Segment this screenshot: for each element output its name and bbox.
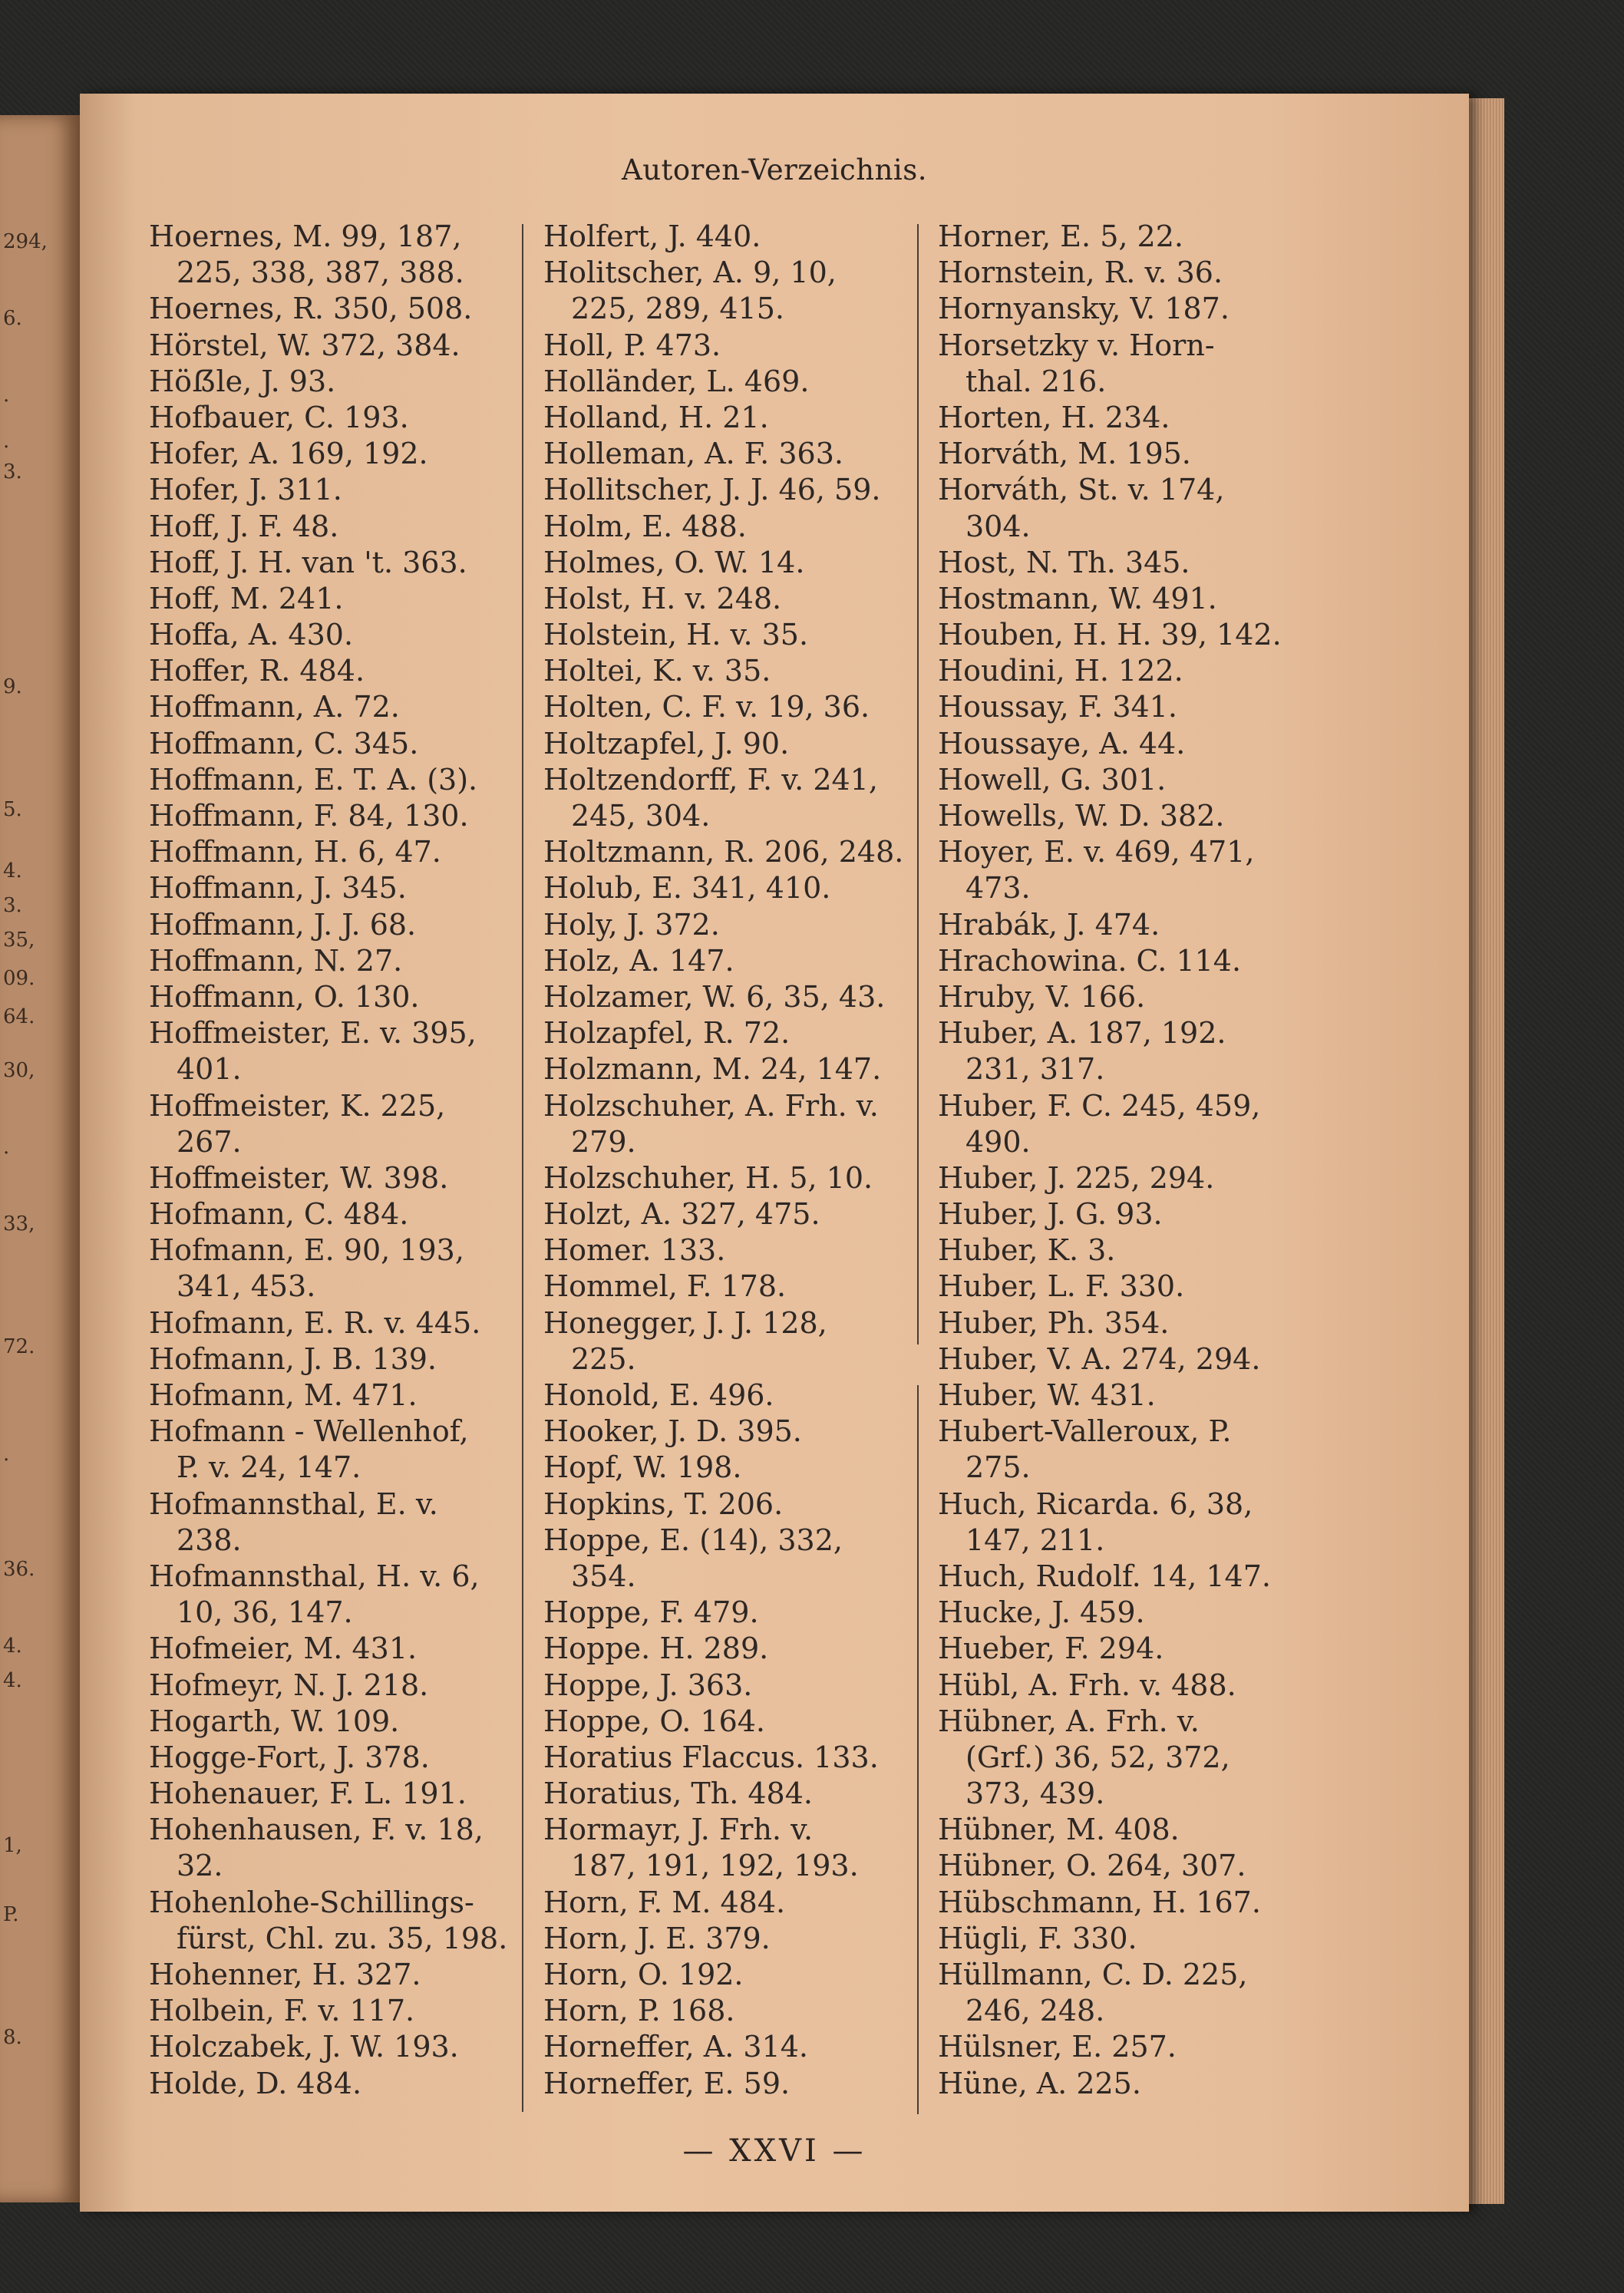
- index-entry: Horatius, Th. 484.: [543, 1777, 813, 1811]
- index-entry: Hofmann, E. 90, 193,: [149, 1233, 464, 1268]
- index-entry: Hooker, J. D. 395.: [543, 1414, 802, 1449]
- index-entry: Holm, E. 488.: [543, 509, 747, 543]
- index-entry: 341, 453.: [177, 1269, 316, 1304]
- index-entry: Holzmann, M. 24, 147.: [543, 1052, 882, 1087]
- margin-fragment: .: [3, 430, 10, 453]
- index-column-right: [938, 219, 1297, 2102]
- index-entry: Hogarth, W. 109.: [149, 1704, 400, 1738]
- index-entry: Höẞle, J. 93.: [149, 364, 336, 398]
- index-entry: Hoffmeister, E. v. 395,: [149, 1016, 477, 1051]
- index-entry: 490.: [965, 1124, 1031, 1159]
- index-entry: 354.: [571, 1559, 636, 1593]
- index-entry: Hrabák, J. 474.: [938, 907, 1160, 942]
- column-divider: [917, 224, 919, 1344]
- index-entry: Huber, F. C. 245, 459,: [938, 1088, 1261, 1123]
- index-entry: Hoffmann, E. T. A. (3).: [149, 762, 478, 797]
- index-entry: Hoernes, M. 99, 187,: [149, 219, 462, 253]
- index-entry: 225.: [571, 1341, 636, 1376]
- index-entry: Horsetzky v. Horn-: [938, 328, 1215, 362]
- index-entry: Hoppe, F. 479.: [543, 1595, 759, 1630]
- index-entry: Horten, H. 234.: [938, 400, 1170, 434]
- index-entry: Holfert, J. 440.: [543, 219, 761, 253]
- index-entry: 267.: [177, 1124, 242, 1159]
- margin-fragment: 4.: [3, 1635, 22, 1658]
- page-title: Autoren-Verzeichnis.: [621, 153, 927, 186]
- index-entry: Hoff, M. 241.: [149, 581, 344, 615]
- previous-page-edge: [0, 115, 80, 2202]
- index-entry: 238.: [177, 1523, 242, 1557]
- index-entry: 10, 36, 147.: [177, 1595, 353, 1630]
- index-entry: 245, 304.: [571, 799, 711, 833]
- index-entry: Hüllmann, C. D. 225,: [938, 1958, 1248, 1991]
- index-entry: Hoffer, R. 484.: [149, 654, 365, 688]
- margin-fragment: 1,: [3, 1834, 22, 1857]
- margin-fragment: 09.: [3, 967, 35, 990]
- index-entry: Holz, A. 147.: [543, 943, 734, 978]
- index-entry: thal. 216.: [965, 364, 1107, 398]
- index-entry: Holtzapfel, J. 90.: [543, 726, 790, 760]
- index-entry: Holbein, F. v. 117.: [149, 1994, 415, 2028]
- index-entry: Huber, L. F. 330.: [938, 1269, 1185, 1304]
- margin-fragment: 30,: [3, 1059, 35, 1082]
- index-entry: Hoffmeister, K. 225,: [149, 1088, 446, 1123]
- index-entry: Houssay, F. 341.: [938, 690, 1177, 724]
- index-entry: Hübner, O. 264, 307.: [938, 1849, 1246, 1883]
- margin-fragment: 72.: [3, 1335, 35, 1358]
- index-entry: Hofmannsthal, E. v.: [149, 1486, 438, 1521]
- index-entry: 32.: [177, 1849, 223, 1883]
- index-entry: Hoppe, E. (14), 332,: [543, 1523, 843, 1557]
- index-column-left: [149, 219, 508, 2102]
- index-entry: Host, N. Th. 345.: [938, 545, 1190, 579]
- index-entry: Hrachowina. C. 114.: [938, 943, 1242, 978]
- index-entry: Huch, Rudolf. 14, 147.: [938, 1559, 1271, 1593]
- index-entry: Homer. 133.: [543, 1233, 726, 1268]
- margin-fragment: 35,: [3, 929, 35, 952]
- index-entry: Howell, G. 301.: [938, 762, 1167, 797]
- index-entry: Hügli, F. 330.: [938, 1921, 1137, 1955]
- index-entry: Hoffmeister, W. 398.: [149, 1160, 449, 1195]
- index-entry: Holzamer, W. 6, 35, 43.: [543, 979, 886, 1014]
- index-entry: fürst, Chl. zu. 35, 198.: [177, 1921, 508, 1955]
- index-entry: Houssaye, A. 44.: [938, 726, 1186, 760]
- index-entry: Huber, J. 225, 294.: [938, 1160, 1215, 1195]
- index-entry: Holzschuher, A. Frh. v.: [543, 1088, 879, 1123]
- index-entry: Huber, K. 3.: [938, 1233, 1116, 1268]
- index-entry: Hucke, J. 459.: [938, 1595, 1145, 1630]
- index-entry: Holde, D. 484.: [149, 2066, 362, 2100]
- index-entry: Hofmann, C. 484.: [149, 1197, 409, 1232]
- index-entry: (Grf.) 36, 52, 372,: [965, 1740, 1230, 1774]
- index-entry: Huber, A. 187, 192.: [938, 1016, 1226, 1051]
- index-entry: Hoffmann, O. 130.: [149, 979, 420, 1014]
- index-entry: Hofmann - Wellenhof,: [149, 1414, 469, 1449]
- index-entry: Hoppe. H. 289.: [543, 1631, 769, 1666]
- index-entry: Hohenner, H. 327.: [149, 1958, 421, 1991]
- index-entry: 225, 289, 415.: [571, 292, 784, 326]
- index-entry: Hoffmann, J. J. 68.: [149, 907, 417, 942]
- index-entry: 373, 439.: [965, 1777, 1105, 1811]
- margin-fragment: .: [3, 1443, 10, 1466]
- margin-fragment: 3.: [3, 894, 22, 917]
- index-entry: Huch, Ricarda. 6, 38,: [938, 1486, 1253, 1521]
- index-entry: Hübschmann, H. 167.: [938, 1885, 1261, 1919]
- index-entry: Holmes, O. W. 14.: [543, 545, 805, 579]
- index-entry: Holst, H. v. 248.: [543, 581, 782, 615]
- index-entry: Hofmann, M. 471.: [149, 1378, 418, 1412]
- index-entry: 304.: [965, 509, 1031, 543]
- index-entry: Horváth, St. v. 174,: [938, 473, 1225, 507]
- margin-fragment: .: [3, 1136, 10, 1159]
- index-entry: Holland, H. 21.: [543, 400, 769, 434]
- index-entry: 473.: [965, 871, 1031, 906]
- margin-fragment: P.: [3, 1903, 19, 1926]
- margin-fragment: .: [3, 384, 10, 407]
- margin-fragment: 3.: [3, 460, 22, 483]
- index-entry: Hoffmann, C. 345.: [149, 726, 419, 760]
- index-entry: Holtzendorff, F. v. 241,: [543, 762, 878, 797]
- index-entry: Holten, C. F. v. 19, 36.: [543, 690, 870, 724]
- index-entry: Hofmann, J. B. 139.: [149, 1341, 437, 1376]
- index-entry: Honold, E. 496.: [543, 1378, 774, 1412]
- index-entry: Holub, E. 341, 410.: [543, 871, 831, 906]
- index-entry: Hofmann, E. R. v. 445.: [149, 1305, 481, 1340]
- index-entry: Holzapfel, R. 72.: [543, 1016, 791, 1051]
- index-entry: 225, 338, 387, 388.: [177, 256, 464, 290]
- index-entry: Hofmannsthal, H. v. 6,: [149, 1559, 480, 1593]
- index-entry: Hohenlohe-Schillings-: [149, 1885, 474, 1919]
- index-entry: Hoffmann, N. 27.: [149, 943, 403, 978]
- index-entry: Hopkins, T. 206.: [543, 1486, 784, 1521]
- page-stack-edge: [1469, 98, 1504, 2204]
- index-entry: Horneffer, A. 314.: [543, 2030, 808, 2064]
- index-entry: 401.: [177, 1052, 242, 1087]
- index-entry: Hofmeier, M. 431.: [149, 1631, 418, 1666]
- index-entry: Hormayr, J. Frh. v.: [543, 1813, 814, 1847]
- index-entry: Hornstein, R. v. 36.: [938, 256, 1223, 290]
- index-entry: Holy, J. 372.: [543, 907, 720, 942]
- index-entry: Hoffa, A. 430.: [149, 618, 354, 652]
- index-entry: Holl, P. 473.: [543, 328, 721, 362]
- index-entry: Holzschuher, H. 5, 10.: [543, 1160, 873, 1195]
- index-entry: Howells, W. D. 382.: [938, 799, 1225, 833]
- index-entry: Hueber, F. 294.: [938, 1631, 1164, 1666]
- index-entry: Huber, W. 431.: [938, 1378, 1156, 1412]
- index-entry: Horn, O. 192.: [543, 1958, 744, 1991]
- margin-fragment: 8.: [3, 2026, 22, 2049]
- index-entry: Hübl, A. Frh. v. 488.: [938, 1668, 1236, 1702]
- index-entry: Hoyer, E. v. 469, 471,: [938, 835, 1255, 869]
- index-entry: Hoppe, J. 363.: [543, 1668, 753, 1702]
- index-entry: Holtei, K. v. 35.: [543, 654, 771, 688]
- index-entry: Hofer, J. 311.: [149, 473, 342, 507]
- index-entry: Hübner, M. 408.: [938, 1813, 1180, 1847]
- index-entry: Hoff, J. F. 48.: [149, 509, 339, 543]
- column-divider: [917, 1385, 919, 2114]
- index-entry: Holleman, A. F. 363.: [543, 437, 843, 471]
- margin-fragment: 4.: [3, 1669, 22, 1692]
- index-entry: Hohenauer, F. L. 191.: [149, 1777, 467, 1811]
- index-entry: Huber, J. G. 93.: [938, 1197, 1163, 1232]
- index-entry: Hohenhausen, F. v. 18,: [149, 1813, 484, 1847]
- margin-fragment: 64.: [3, 1005, 35, 1028]
- index-entry: Hoffmann, H. 6, 47.: [149, 835, 441, 869]
- index-column-middle: [543, 219, 906, 2102]
- index-entry: Hoppe, O. 164.: [543, 1704, 766, 1738]
- index-entry: Hörstel, W. 372, 384.: [149, 328, 460, 362]
- margin-fragment: 4.: [3, 859, 22, 883]
- index-entry: Honegger, J. J. 128,: [543, 1305, 827, 1340]
- margin-fragment: 9.: [3, 675, 22, 698]
- index-entry: Hofmeyr, N. J. 218.: [149, 1668, 429, 1702]
- index-entry: Horn, P. 168.: [543, 1994, 735, 2028]
- index-entry: Horatius Flaccus. 133.: [543, 1740, 879, 1774]
- index-entry: Hoff, J. H. van 't. 363.: [149, 545, 467, 579]
- column-divider: [522, 224, 523, 2112]
- index-entry: Hruby, V. 166.: [938, 979, 1146, 1014]
- index-entry: Holitscher, A. 9, 10,: [543, 256, 837, 290]
- index-entry: Holtzmann, R. 206, 248.: [543, 835, 904, 869]
- index-entry: Hüne, A. 225.: [938, 2066, 1141, 2100]
- index-entry: Hoffmann, J. 345.: [149, 871, 407, 906]
- index-entry: 187, 191, 192, 193.: [571, 1849, 859, 1883]
- margin-fragment: 33,: [3, 1212, 35, 1236]
- index-entry: Huber, V. A. 274, 294.: [938, 1341, 1261, 1376]
- index-entry: Horneffer, E. 59.: [543, 2066, 791, 2100]
- index-entry: Hübner, A. Frh. v.: [938, 1704, 1200, 1738]
- margin-fragment: 294,: [3, 230, 48, 253]
- index-entry: Horváth, M. 195.: [938, 437, 1191, 471]
- index-entry: 246, 248.: [965, 1994, 1105, 2028]
- page-number: — XXVI —: [682, 2133, 866, 2169]
- index-entry: Hostmann, W. 491.: [938, 581, 1217, 615]
- index-entry: Hülsner, E. 257.: [938, 2030, 1177, 2064]
- index-entry: Houben, H. H. 39, 142.: [938, 618, 1282, 652]
- index-entry: Holstein, H. v. 35.: [543, 618, 809, 652]
- index-entry: 147, 211.: [965, 1523, 1105, 1557]
- index-entry: Hommel, F. 178.: [543, 1269, 787, 1304]
- index-entry: Holländer, L. 469.: [543, 364, 810, 398]
- index-entry: Huber, Ph. 354.: [938, 1305, 1170, 1340]
- index-entry: Hornyansky, V. 187.: [938, 292, 1230, 326]
- index-entry: Houdini, H. 122.: [938, 654, 1183, 688]
- margin-fragment: 6.: [3, 307, 22, 330]
- index-entry: P. v. 24, 147.: [177, 1450, 361, 1485]
- index-entry: Hoffmann, F. 84, 130.: [149, 799, 469, 833]
- margin-fragment: 5.: [3, 798, 22, 821]
- index-entry: 279.: [571, 1124, 636, 1159]
- index-entry: Horn, J. E. 379.: [543, 1921, 771, 1955]
- index-entry: Hopf, W. 198.: [543, 1450, 742, 1485]
- index-entry: Holzt, A. 327, 475.: [543, 1197, 820, 1232]
- index-entry: Hollitscher, J. J. 46, 59.: [543, 473, 881, 507]
- margin-fragment: 36.: [3, 1558, 35, 1581]
- index-entry: Horner, E. 5, 22.: [938, 219, 1183, 253]
- index-entry: Hoffmann, A. 72.: [149, 690, 400, 724]
- index-entry: 231, 317.: [965, 1052, 1105, 1087]
- index-entry: Hofbauer, C. 193.: [149, 400, 409, 434]
- index-entry: Hubert-Valleroux, P.: [938, 1414, 1232, 1449]
- index-entry: Horn, F. M. 484.: [543, 1885, 786, 1919]
- index-entry: Hogge-Fort, J. 378.: [149, 1740, 430, 1774]
- index-entry: Hoernes, R. 350, 508.: [149, 292, 473, 326]
- index-entry: Hofer, A. 169, 192.: [149, 437, 428, 471]
- index-entry: 275.: [965, 1450, 1031, 1485]
- index-entry: Holczabek, J. W. 193.: [149, 2030, 459, 2064]
